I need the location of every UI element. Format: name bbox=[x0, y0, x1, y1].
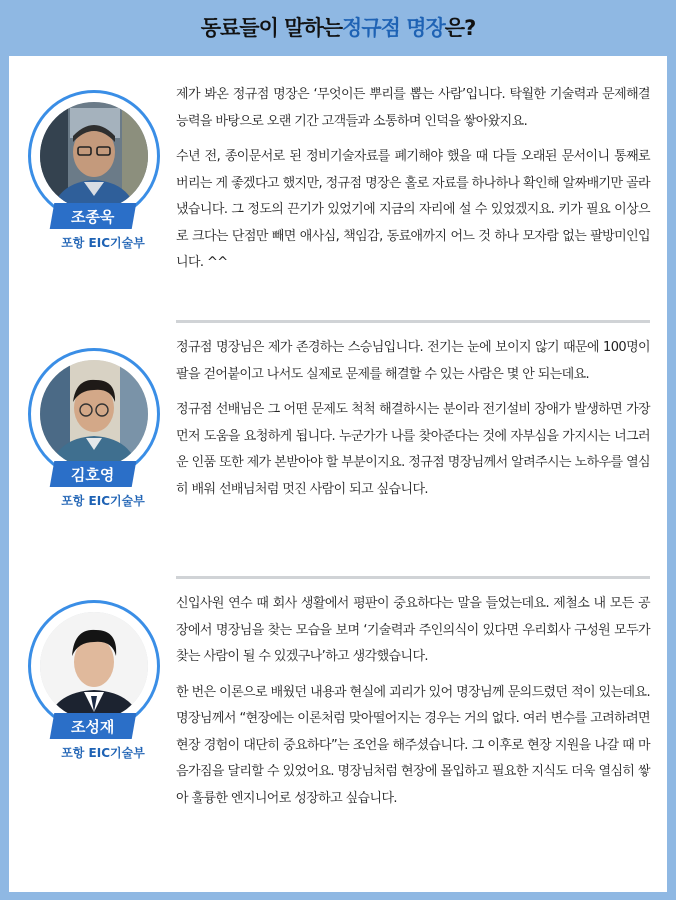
paragraph: 수년 전, 종이문서로 된 정비기술자료를 폐기해야 했을 때 다들 오래된 문서이니 통째로 버리는 게 좋겠다고 했지만, 정규점 명장은 홀로 자료를 하나하나 확인해 알짜배기만 골라냈습니다. 그 정도의 끈기가 있었기에 지금의 자리에 설 수 있었겠지요. 키가 필요 이상으로 크다는 단점만 빼면 애사심, 책임감, 동료애까지 어느 것 하나 모자람 없는 팔방미인입니다. ^^ bbox=[176, 149, 650, 270]
paragraph: 정규점 선배님은 그 어떤 문제도 척척 해결하시는 분이라 전기설비 장애가 발생하면 가장 먼저 도움을 요청하게 됩니다. 누군가가 나를 찾아준다는 것에 자부심을 가지시는 너그러운 인품 또한 제가 본받아야 할 부분이지요. 정규점 명장님께서 알려주시는 노하우를 열심히 배워 선배님처럼 멋진 사람이 되고 싶습니다. bbox=[176, 402, 650, 497]
paragraph: 제가 봐온 정규점 명장은 ‘무엇이든 뿌리를 뽑는 사람’입니다. 탁월한 기술력과 문제해결능력을 바탕으로 오랜 기간 고객들과 소통하며 인덕을 쌓아왔지요. bbox=[176, 87, 650, 129]
section-divider bbox=[176, 320, 650, 323]
testimonial-text bbox=[176, 82, 650, 286]
paragraph: 신입사원 연수 때 회사 생활에서 평판이 중요하다는 말을 들었는데요. 제철소 내 모든 공장에서 명장님을 찾는 모습을 보며 ‘기술력과 주인의식이 있다면 우리회사 구성원 모두가 찾는 사람이 될 수 있겠구나’하고 생각했습니다. bbox=[176, 596, 650, 664]
testimonial-text bbox=[176, 591, 650, 821]
department-label: 포항 EIC기술부 bbox=[61, 236, 145, 250]
title-accent: 정규점 명장 bbox=[342, 16, 445, 40]
page-title bbox=[0, 0, 676, 54]
department-label: 포항 EIC기술부 bbox=[61, 746, 145, 760]
profile-block bbox=[28, 600, 178, 760]
name-badge: 조종욱 bbox=[50, 203, 137, 229]
content-card bbox=[9, 56, 667, 892]
profile-block bbox=[28, 348, 178, 508]
avatar-photo bbox=[40, 612, 148, 720]
paragraph: 한 번은 이론으로 배웠던 내용과 현실에 괴리가 있어 명장님께 문의드렸던 적이 있는데요. 명장님께서 “현장에는 이론처럼 맞아떨어지는 경우는 거의 없다. 여러 변수를 고려하려면 현장 경험이 대단히 중요하다”는 조언을 해주셨습니다. 그 이후로 현장 지원을 나갈 때 마음가짐을 달리할 수 있었어요. 명장님처럼 현장에 몰입하고 필요한 지식도 더욱 열심히 쌓아 훌륭한 엔지니어로 성장하고 싶습니다. bbox=[176, 684, 650, 806]
name-badge: 조성재 bbox=[50, 713, 137, 739]
profile-block bbox=[28, 90, 178, 250]
name-badge: 김호영 bbox=[50, 461, 137, 487]
avatar-photo bbox=[40, 360, 148, 468]
avatar-photo bbox=[40, 102, 148, 210]
title-suffix: 은? bbox=[444, 16, 476, 40]
section-divider bbox=[176, 576, 650, 579]
department-label: 포항 EIC기술부 bbox=[61, 494, 145, 508]
title-prefix: 동료들이 말하는 bbox=[200, 16, 343, 40]
testimonial-text bbox=[176, 335, 650, 512]
paragraph: 정규점 명장님은 제가 존경하는 스승님입니다. 전기는 눈에 보이지 않기 때문에 100명이 팔을 걷어붙이고 나서도 실제로 문제를 해결할 수 있는 사람은 몇 안 되는데요. bbox=[176, 340, 650, 382]
